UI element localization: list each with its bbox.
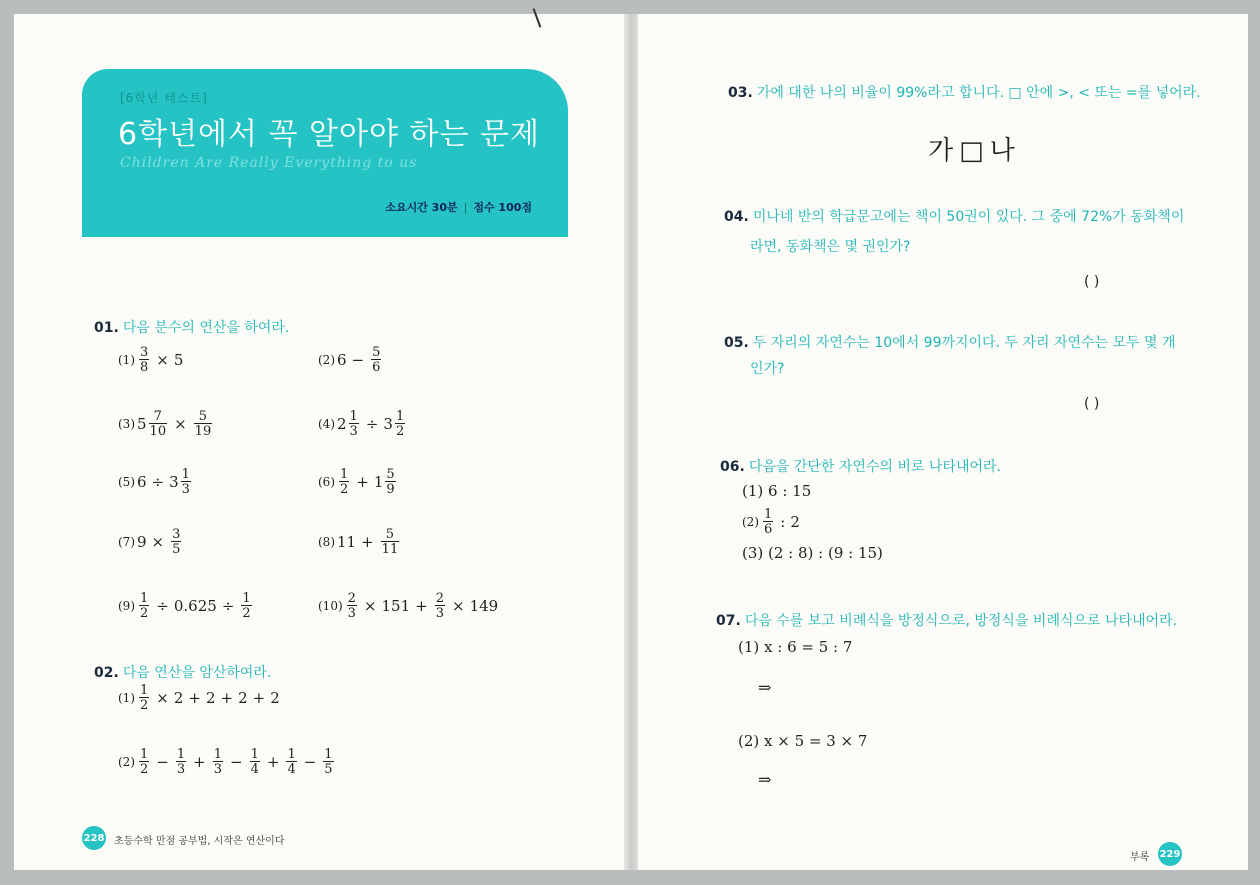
- title-banner: [82, 69, 568, 237]
- q07-item-2: (2) x × 5 = 3 × 7: [738, 732, 868, 750]
- q06-item-2: (2) $\frac{1}{6}$ : 2: [742, 507, 800, 537]
- q02-item-2: (2) $\frac{1}{2}$ − $\frac{1}{3}$ + $\frac{1}{3}$ − $\frac{1}{4}$ + $\frac{1}{4}$ − $\frac{1}{5}$: [118, 747, 333, 777]
- footer-title: 초등수학 만점 공부법, 시작은 연산이다: [114, 836, 285, 847]
- q01-item-5: (5) 6 ÷ 3 $\frac{1}{3}$: [118, 467, 190, 497]
- q01-item-9: (9) $\frac{1}{2}$ ÷ 0.625 ÷ $\frac{1}{2}$: [118, 591, 251, 621]
- question-07: [716, 610, 1177, 630]
- question-text: 미나네 반의 학급문고에는 책이 50권이 있다. 그 중에 72%가 동화책이: [752, 209, 1185, 225]
- page-title: 6학년에서 꼭 알아야 하는 문제: [118, 117, 540, 152]
- q05-answer-blank: ( ): [1084, 396, 1100, 412]
- page-number-badge: 229: [1158, 842, 1182, 866]
- q01-item-7: (7) 9 × $\frac{3}{5}$: [118, 527, 181, 557]
- q06-item-3: (3) (2 : 8) : (9 : 15): [742, 544, 883, 562]
- left-page: [14, 14, 638, 870]
- book-gutter: [624, 14, 638, 870]
- q07-arrow-1: ⇒: [758, 678, 772, 697]
- question-03: [728, 82, 1201, 102]
- question-text: 두 자리의 자연수는 10에서 99까지이다. 두 자리 자연수는 모두 몇 개: [752, 335, 1176, 351]
- q01-item-4: (4) 2 $\frac{1}{3}$ ÷ 3 $\frac{1}{2}$: [318, 409, 405, 439]
- q02-item-1: (1) $\frac{1}{2}$ × 2 + 2 + 2 + 2: [118, 683, 280, 713]
- footer-label: 부록: [1130, 852, 1150, 863]
- q01-item-10: (10) $\frac{2}{3}$ × 151 + $\frac{2}{3}$ × 149: [318, 591, 499, 621]
- question-number: 07.: [716, 613, 741, 629]
- q01-item-2: (2) 6 − $\frac{5}{6}$: [318, 345, 381, 375]
- q01-item-3: (3) 5 $\frac{7}{10}$ × $\frac{5}{19}$: [118, 409, 212, 439]
- time-limit: 소요시간 30분: [385, 201, 458, 214]
- q01-item-8: (8) 11 + $\frac{5}{11}$: [318, 527, 399, 557]
- question-06: [720, 456, 1001, 476]
- question-04: [724, 206, 1184, 226]
- question-number: 02.: [94, 665, 119, 681]
- right-page: [638, 14, 1248, 870]
- meta-divider: |: [463, 201, 468, 214]
- question-number: 01.: [94, 320, 119, 336]
- question-text: 다음 수를 보고 비례식을 방정식으로, 방정식을 비례식으로 나타내어라.: [744, 613, 1178, 629]
- q01-item-6: (6) $\frac{1}{2}$ + 1 $\frac{5}{9}$: [318, 467, 395, 497]
- q05-continuation: 인가?: [750, 361, 785, 377]
- q04-answer-blank: ( ): [1084, 274, 1100, 290]
- question-number: 05.: [724, 335, 749, 351]
- question-number: 06.: [720, 459, 745, 475]
- question-number: 03.: [728, 85, 753, 101]
- question-02: [94, 662, 271, 682]
- score-total: 점수 100점: [473, 201, 532, 214]
- q03-display: 가□나: [928, 136, 1021, 166]
- question-number: 04.: [724, 209, 749, 225]
- question-text: 다음을 간단한 자연수의 비로 나타내어라.: [748, 459, 1001, 475]
- question-01: [94, 317, 289, 337]
- question-text: 다음 분수의 연산을 하여라.: [122, 320, 290, 336]
- banner-meta: [385, 199, 532, 215]
- question-05: [724, 332, 1176, 352]
- q07-arrow-2: ⇒: [758, 770, 772, 789]
- banner-tag: [6학년 테스트]: [120, 91, 208, 105]
- q06-item-1: (1) 6 : 15: [742, 482, 812, 500]
- question-text: 가에 대한 나의 비율이 99%라고 합니다. □ 안에 >, < 또는 =를 넣어라.: [756, 85, 1201, 101]
- banner-subtitle: Children Are Really Everything to us: [120, 155, 418, 171]
- q07-item-1: (1) x : 6 = 5 : 7: [738, 638, 853, 656]
- q01-item-1: (1) $\frac{3}{8}$ × 5: [118, 345, 184, 375]
- q04-continuation: 라면, 동화책은 몇 권인가?: [750, 239, 911, 255]
- page-number-badge: 228: [82, 826, 106, 850]
- question-text: 다음 연산을 암산하여라.: [122, 665, 272, 681]
